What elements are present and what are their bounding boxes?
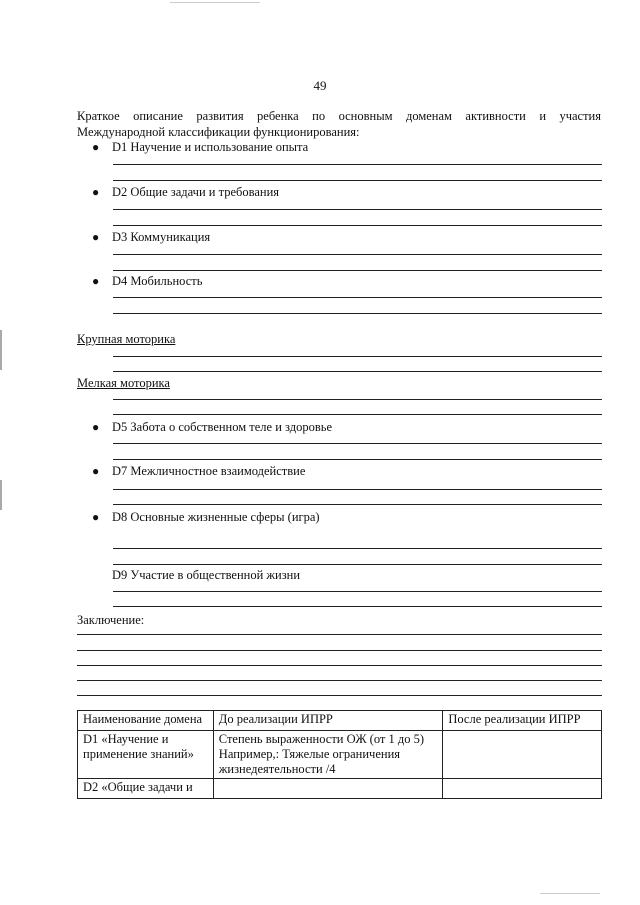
- answer-line[interactable]: [113, 356, 602, 357]
- answer-line[interactable]: [113, 564, 602, 565]
- conclusion-line[interactable]: [77, 680, 602, 681]
- bullet-icon: ●: [92, 140, 100, 154]
- domain-item-d4: [92, 273, 602, 289]
- conclusion-label: Заключение:: [77, 613, 145, 627]
- answer-line[interactable]: [113, 399, 602, 400]
- table-cell-domain: D1 «Научение и применение знаний»: [78, 731, 214, 779]
- domain-item-d7: [92, 463, 602, 479]
- domain-assessment-table: [77, 710, 602, 799]
- domain-label: D1 Научение и использование опыта: [112, 140, 309, 154]
- table-header-cell: После реализации ИПРР: [443, 711, 602, 731]
- answer-line[interactable]: [113, 459, 602, 460]
- table-row: [78, 731, 602, 779]
- fine-motor-heading: Мелкая моторика: [77, 376, 170, 390]
- domain-item-d3: [92, 229, 602, 245]
- answer-line[interactable]: [113, 548, 602, 549]
- domain-label: D7 Межличностное взаимодействие: [112, 464, 306, 478]
- bullet-icon: ●: [92, 185, 100, 199]
- table-header-row: [78, 711, 602, 731]
- answer-line[interactable]: [113, 591, 602, 592]
- domain-label: D5 Забота о собственном теле и здоровье: [112, 420, 333, 434]
- bullet-icon: ●: [92, 230, 100, 244]
- bullet-icon: ●: [92, 464, 100, 478]
- answer-line[interactable]: [113, 225, 602, 226]
- table-row: [78, 779, 602, 799]
- domain-item-d1: [92, 139, 602, 155]
- table-cell-after[interactable]: [443, 731, 602, 779]
- table-cell-domain: D2 «Общие задачи и: [78, 779, 214, 799]
- table-header-cell: До реализации ИПРР: [213, 711, 443, 731]
- answer-line[interactable]: [113, 504, 602, 505]
- domain-label: D8 Основные жизненные сферы (игра): [112, 510, 320, 524]
- intro-line-2: Международной классификации функционирования:: [77, 125, 360, 139]
- answer-line[interactable]: [113, 489, 602, 490]
- table-cell-after[interactable]: [443, 779, 602, 799]
- conclusion-line[interactable]: [77, 695, 602, 696]
- table-cell-before[interactable]: [213, 779, 443, 799]
- answer-line[interactable]: [113, 371, 602, 372]
- gross-motor-heading: Крупная моторика: [77, 332, 176, 346]
- bullet-icon: ●: [92, 510, 100, 524]
- conclusion-line[interactable]: [77, 634, 602, 635]
- answer-line[interactable]: [113, 270, 602, 271]
- answer-line[interactable]: [113, 164, 602, 165]
- scan-edge-mark: [540, 893, 600, 894]
- answer-line[interactable]: [113, 414, 602, 415]
- table-cell-before[interactable]: Степень выраженности ОЖ (от 1 до 5) Например,: Тяжелые ограничения жизнедеятельности /4: [213, 731, 443, 779]
- bullet-icon: ●: [92, 274, 100, 288]
- conclusion-line[interactable]: [77, 650, 602, 651]
- answer-line[interactable]: [113, 180, 602, 181]
- scan-edge-mark: [170, 2, 260, 3]
- domain-label: D3 Коммуникация: [112, 230, 211, 244]
- domain-label: D2 Общие задачи и требования: [112, 185, 280, 199]
- answer-line[interactable]: [113, 443, 602, 444]
- domain-label: D4 Мобильность: [112, 274, 203, 288]
- answer-line[interactable]: [113, 209, 602, 210]
- answer-line[interactable]: [113, 254, 602, 255]
- intro-paragraph: [77, 108, 601, 140]
- answer-line[interactable]: [113, 297, 602, 298]
- domain-item-d5: [92, 419, 602, 435]
- page-number: 49: [313, 78, 327, 93]
- scan-edge-mark: [0, 330, 2, 370]
- intro-line-1: Краткое описание развития ребенка по основным доменам активности и участия: [77, 109, 601, 123]
- domain-item-d2: [92, 184, 602, 200]
- domain-item-d8: [92, 509, 602, 525]
- bullet-icon: ●: [92, 420, 100, 434]
- table-header-cell: Наименование домена: [78, 711, 214, 731]
- answer-line[interactable]: [113, 313, 602, 314]
- conclusion-line[interactable]: [77, 665, 602, 666]
- domain-item-d9: D9 Участие в общественной жизни: [112, 568, 301, 582]
- scan-edge-mark: [0, 480, 2, 510]
- answer-line[interactable]: [113, 606, 602, 607]
